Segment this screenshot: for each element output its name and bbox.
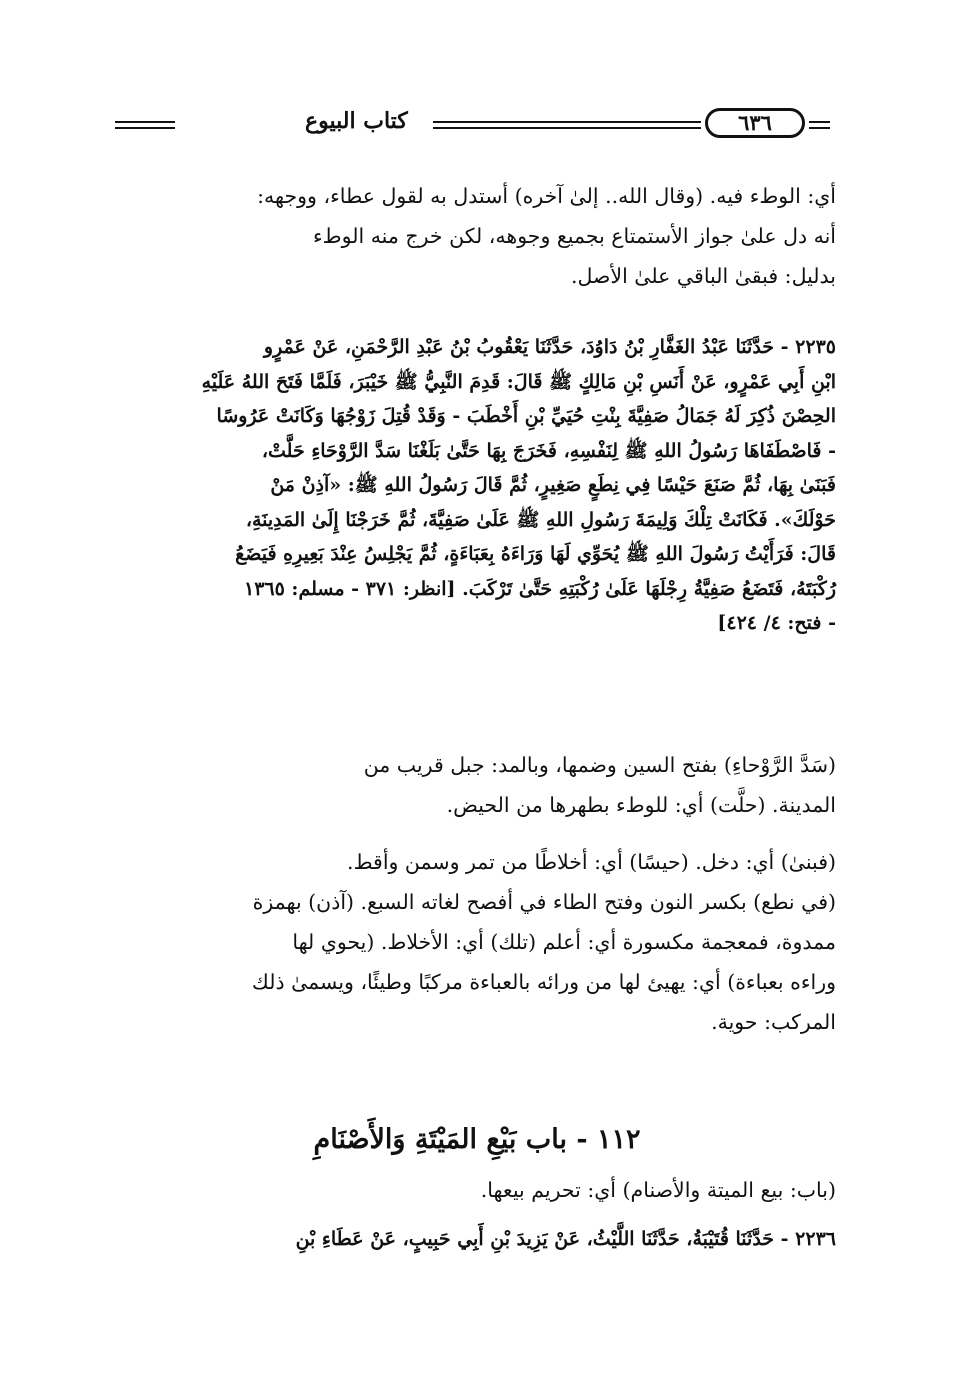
- hadith-line: ابْنِ أَبِي عَمْرٍو، عَنْ أَنَسِ بْنِ مَالِكٍ ﷺ قَالَ: قَدِمَ النَّبِيُّ ﷺ خَيْبَرَ، فَلَمَّا فَتَحَ اللهُ عَلَيْهِ: [201, 370, 836, 393]
- header-rule: [809, 127, 830, 129]
- header-rule: [433, 121, 701, 123]
- chapter-heading: ١١٢ - باب بَيْعِ المَيْتَةِ وَالأَصْنَامِ: [313, 1124, 641, 1155]
- hadith-line: فَبَنَىٰ بِهَا، ثُمَّ صَنَعَ حَيْسًا فِي نِطَعٍ صَغِيرٍ، ثُمَّ قَالَ رَسُولُ اللهِ ﷺ: «آذِنْ مَنْ: [270, 474, 836, 496]
- hadith-2235: [118, 330, 836, 641]
- chapter-note: [118, 1170, 836, 1210]
- text-line: (فبنىٰ) أي: دخل. (حيسًا) أي: أخلاطًا من تمر وسمن وأقط.: [347, 850, 836, 874]
- text-line: أنه دل علىٰ جواز الأستمتاع بجميع وجوهه، لكن خرج منه الوطء: [313, 224, 836, 248]
- header-rule: [809, 121, 830, 123]
- header-rule: [433, 127, 701, 129]
- book-title: كتاب البيوع: [305, 108, 408, 134]
- commentary-paragraph: [118, 745, 836, 825]
- hadith-line: الحِصْنَ ذُكِرَ لَهُ جَمَالُ صَفِيَّةَ بِنْتِ حُيَيِّ بْنِ أَخْطَبَ - وَقَدْ قُتِلَ زَوْجُهَا وَكَانَتْ عَرُوسًا: [216, 405, 836, 427]
- hadith-line: - فتح: ٤/ ٤٢٤]: [717, 612, 836, 634]
- hadith-line: ٢٢٣٥ - حَدَّثَنَا عَبْدُ الغَفَّارِ بْنُ دَاوُدَ، حَدَّثَنَا يَعْقُوبُ بْنُ عَبْدِ الرَّحْمَنِ، عَنْ عَمْرٍو: [263, 336, 836, 358]
- commentary-paragraph: [118, 842, 836, 1042]
- text-line: (في نطع) بكسر النون وفتح الطاء في أفصح لغاته السبع. (آذن) بهمزة: [252, 890, 836, 914]
- hadith-line: حَوْلَكَ». فَكَانَتْ تِلْكَ وَلِيمَةَ رَسُولِ اللهِ ﷺ عَلَىٰ صَفِيَّةَ، ثُمَّ خَرَجْنَا إِلَىٰ المَدِينَةِ،: [245, 508, 836, 531]
- text-line: المدينة. (حلَّت) أي: للوطء بطهرها من الحيض.: [446, 793, 836, 817]
- text-line: ممدوة، فمعجمة مكسورة أي: أعلم (تلك) أي: الأخلاط. (يحوي لها: [292, 930, 836, 954]
- page-number: ٦٣٦: [738, 110, 772, 135]
- hadith-line: رُكْبَتَهُ، فَتَضَعُ صَفِيَّةُ رِجْلَهَا عَلَىٰ رُكْبَتِهِ حَتَّىٰ تَرْكَبَ. [انظر: ٣٧١ - مسلم: ١٣٦٥: [243, 577, 836, 600]
- page-number-badge: [705, 108, 805, 138]
- text-line: (باب: بيع الميتة والأصنام) أي: تحريم بيعها.: [480, 1178, 836, 1202]
- text-line: (سَدَّ الرَّوْحاءِ) بفتح السين وضمها، وبالمد: جبل قريب من: [363, 753, 836, 777]
- text-line: أي: الوطء فيه. (وقال الله.. إلىٰ آخره) أستدل به لقول عطاء، ووجهه:: [257, 184, 836, 208]
- running-header: [115, 108, 830, 148]
- commentary-paragraph: [118, 176, 836, 296]
- hadith-line: ٢٢٣٦ - حَدَّثَنَا قُتَيْبَةُ، حَدَّثَنَا اللَّيْثُ، عَنْ يَزِيدَ بْنِ أَبِي حَبِيبٍ، عَنْ عَطَاءِ بْنِ: [295, 1228, 836, 1250]
- hadith-line: - فَاصْطَفَاهَا رَسُولُ اللهِ ﷺ لِنَفْسِهِ، فَخَرَجَ بِهَا حَتَّىٰ بَلَغْنَا سَدَّ الرَّوْحَاءِ حَلَّتْ،: [261, 439, 836, 462]
- header-rule: [115, 127, 175, 129]
- header-rule: [115, 121, 175, 123]
- text-line: بدليل: فبقىٰ الباقي علىٰ الأصل.: [570, 264, 836, 288]
- hadith-2236: [118, 1222, 836, 1256]
- text-line: وراءه بعباءة) أي: يهيئ لها من ورائه بالعباءة مركبًا وطيئًا، ويسمىٰ ذلك: [251, 970, 836, 994]
- hadith-line: قَالَ: فَرَأَيْتُ رَسُولَ اللهِ ﷺ يُحَوِّي لَهَا وَرَاءَهُ بِعَبَاءَةٍ، ثُمَّ يَجْلِسُ عِنْدَ بَعِيرِهِ فَيَضَعُ: [235, 543, 836, 565]
- text-line: المركب: حوية.: [711, 1010, 836, 1034]
